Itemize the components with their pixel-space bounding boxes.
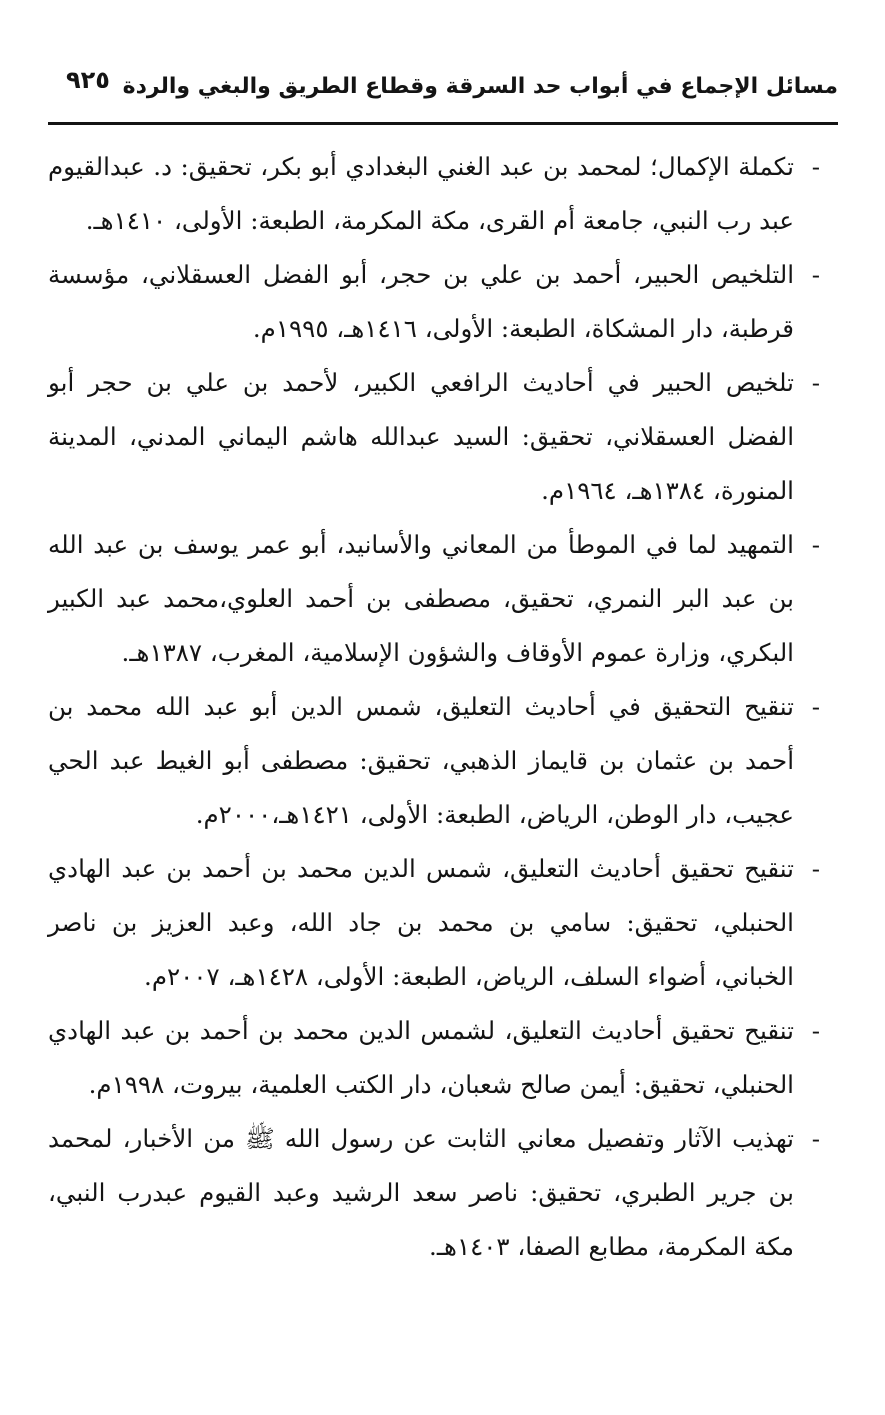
entry-dash: - (811, 260, 820, 289)
entry-text: تنقيح تحقيق أحاديث التعليق، شمس الدين محمد بن أحمد بن عبد الهادي الحنبلي، تحقيق: سامي بن محمد بن جاد الله، وعبد العزيز بن ناصر الخباني، أضواء السلف، الرياض، الطبعة: الأولى، ١٤٢٨هـ، ٢٠٠٧م. (48, 854, 794, 991)
entry-dash: - (811, 1016, 820, 1045)
entry-text: التمهيد لما في الموطأ من المعاني والأسانيد، أبو عمر يوسف بن عبد الله بن عبد البر النمري، تحقيق، مصطفى بن أحمد العلوي،محمد عبد الكبير البكري، وزارة عموم الأوقاف والشؤون الإسلامية، المغرب، ١٣٨٧هـ. (48, 530, 794, 667)
bibliography-entry (48, 842, 820, 1004)
entry-text: التلخيص الحبير، أحمد بن علي بن حجر، أبو الفضل العسقلاني، مؤسسة قرطبة، دار المشكاة، الطبعة: الأولى، ١٤١٦هـ، ١٩٩٥م. (48, 260, 794, 343)
bibliography-entry (48, 140, 820, 248)
bibliography-entry (48, 1112, 820, 1274)
bibliography-list (48, 140, 820, 1274)
entry-dash: - (811, 530, 820, 559)
header-title: مسائل الإجماع في أبواب حد السرقة وقطاع الطريق والبغي والردة (122, 74, 838, 99)
entry-text: تكملة الإكمال؛ لمحمد بن عبد الغني البغدادي أبو بكر، تحقيق: د. عبدالقيوم عبد رب النبي، جامعة أم القرى، مكة المكرمة، الطبعة: الأولى، ١٤١٠هـ. (48, 152, 794, 235)
entry-text: تنقيح التحقيق في أحاديث التعليق، شمس الدين أبو عبد الله محمد بن أحمد بن عثمان بن قايماز الذهبي، تحقيق: مصطفى أبو الغيط عبد الحي عجيب، دار الوطن، الرياض، الطبعة: الأولى، ١٤٢١هـ،٢٠٠٠م. (48, 692, 794, 829)
entry-dash: - (811, 368, 820, 397)
entry-text: تهذيب الآثار وتفصيل معاني الثابت عن رسول الله ﷺ من الأخبار، لمحمد بن جرير الطبري، تحقيق: ناصر سعد الرشيد وعبد القيوم عبدرب النبي، مكة المكرمة، مطابع الصفا، ١٤٠٣هـ. (48, 1124, 794, 1261)
bibliography-entry (48, 1004, 820, 1112)
bibliography-entry (48, 356, 820, 518)
entry-text: تنقيح تحقيق أحاديث التعليق، لشمس الدين محمد بن أحمد بن عبد الهادي الحنبلي، تحقيق: أيمن صالح شعبان، دار الكتب العلمية، بيروت، ١٩٩٨م. (48, 1016, 794, 1099)
header-rule (48, 122, 838, 125)
bibliography-entry (48, 248, 820, 356)
entry-dash: - (811, 692, 820, 721)
page-number: ٩٢٥ (66, 66, 110, 94)
entry-text: تلخيص الحبير في أحاديث الرافعي الكبير، لأحمد بن علي بن حجر أبو الفضل العسقلاني، تحقيق: السيد عبدالله هاشم اليماني المدني، المدينة المنورة، ١٣٨٤هـ، ١٩٦٤م. (48, 368, 794, 505)
bibliography-entry (48, 680, 820, 842)
bibliography-entry (48, 518, 820, 680)
entry-dash: - (811, 854, 820, 883)
entry-dash: - (811, 1124, 820, 1153)
running-header (48, 62, 838, 126)
entry-dash: - (811, 152, 820, 181)
